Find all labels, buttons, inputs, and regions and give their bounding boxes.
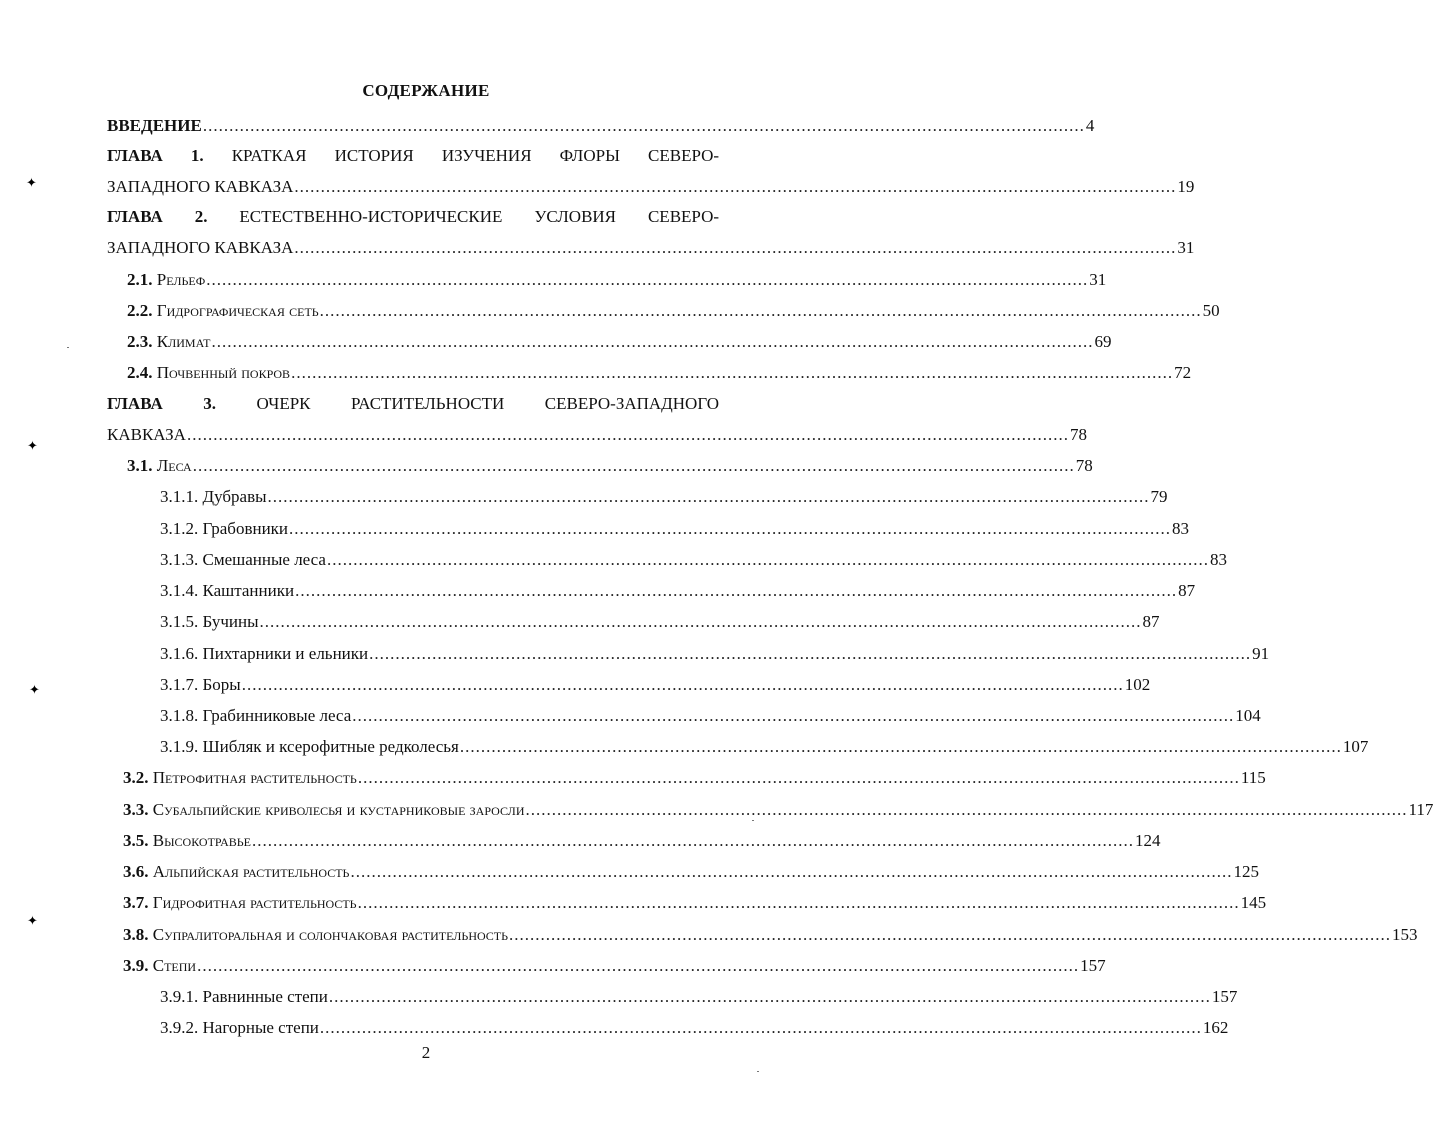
heading-word: ГЛАВА xyxy=(107,394,163,413)
toc-page: 157 xyxy=(1080,956,1106,975)
section-number: 3.2. xyxy=(123,768,149,787)
toc-entry-3-1-3[interactable] xyxy=(160,548,1227,572)
toc-entry-3-9-1[interactable] xyxy=(160,985,1238,1009)
toc-page: 31 xyxy=(1177,238,1195,257)
toc-page: 19 xyxy=(1177,177,1195,196)
section-number: 3.7. xyxy=(123,893,149,912)
toc-entry-3-2[interactable] xyxy=(123,766,1266,790)
leader-dots: ........................................................................................................................................................................ xyxy=(241,675,1124,694)
toc-entry-3-1-1[interactable] xyxy=(160,485,1168,509)
heading-word: СЕВЕРО- xyxy=(647,207,720,226)
heading-word: УСЛОВИЯ xyxy=(534,207,617,226)
toc-label: Леса xyxy=(156,456,192,475)
heading-word: СЕВЕРО- xyxy=(648,146,720,165)
toc-label: ВВЕДЕНИЕ xyxy=(107,116,202,135)
toc-page: 79 xyxy=(1150,487,1168,506)
toc-label: КАВКАЗА xyxy=(107,425,186,444)
toc-label: Петрофитная растительность xyxy=(152,768,357,787)
toc-entry-chapter-1[interactable] xyxy=(107,175,1195,199)
chapter-3-heading[interactable] xyxy=(107,392,719,416)
heading-word: 2. xyxy=(194,207,208,226)
toc-entry-3-7[interactable] xyxy=(123,891,1267,915)
section-number: 2.2. xyxy=(127,301,153,320)
toc-page: 153 xyxy=(1392,925,1418,944)
leader-dots: ........................................................................................................................................................................ xyxy=(294,177,1177,196)
toc-label: Альпийская растительность xyxy=(152,862,350,881)
scan-speck xyxy=(757,1071,759,1072)
toc-entry-3-1-5[interactable] xyxy=(160,610,1160,634)
leader-dots: ........................................................................................................................................................................ xyxy=(525,800,1408,819)
leader-dots: ........................................................................................................................................................................ xyxy=(289,519,1172,538)
toc-entry-3-1-8[interactable] xyxy=(160,704,1261,728)
heading-word: ИЗУЧЕНИЯ xyxy=(441,146,532,165)
toc-page: 117 xyxy=(1408,800,1433,819)
toc-entry-chapter-2[interactable] xyxy=(107,236,1195,260)
chapter-2-heading[interactable] xyxy=(107,205,719,229)
toc-page: 50 xyxy=(1202,301,1220,320)
toc-label: 3.1.8. Грабинниковые леса xyxy=(160,706,352,725)
section-number: 3.3. xyxy=(123,800,149,819)
toc-page: 87 xyxy=(1178,581,1196,600)
toc-page: 124 xyxy=(1134,831,1161,850)
toc-label: Супралиторальная и солончаковая растительность xyxy=(152,925,509,944)
toc-page: 104 xyxy=(1235,706,1261,725)
toc-label: 3.1.6. Пихтарники и ельники xyxy=(160,644,369,663)
toc-page: 83 xyxy=(1209,550,1227,569)
toc-page: 145 xyxy=(1240,893,1267,912)
toc-label: 3.9.1. Равнинные степи xyxy=(160,987,328,1006)
leader-dots: ........................................................................................................................................................................ xyxy=(357,768,1240,787)
toc-label: Степи xyxy=(152,956,197,975)
margin-mark-icon: ✦ xyxy=(27,438,38,453)
toc-label: ЗАПАДНОГО КАВКАЗА xyxy=(107,177,294,196)
leader-dots: ........................................................................................................................................................................ xyxy=(350,862,1233,881)
heading-word: РАСТИТЕЛЬНОСТИ xyxy=(351,394,505,413)
toc-label: ЗАПАДНОГО КАВКАЗА xyxy=(107,238,294,257)
section-number: 3.5. xyxy=(123,831,149,850)
scan-speck xyxy=(67,347,69,348)
toc-entry-3-5[interactable] xyxy=(123,829,1161,853)
margin-mark-icon: ✦ xyxy=(29,682,40,697)
toc-page: 162 xyxy=(1202,1018,1229,1037)
toc-entry-3-9-2[interactable] xyxy=(160,1016,1229,1040)
leader-dots: ........................................................................................................................................................................ xyxy=(294,238,1177,257)
toc-entry-3-1-6[interactable] xyxy=(160,642,1270,666)
heading-word: ИСТОРИЯ xyxy=(334,146,414,165)
leader-dots: ........................................................................................................................................................................ xyxy=(357,893,1240,912)
scan-speck xyxy=(752,820,754,821)
leader-dots: ........................................................................................................................................................................ xyxy=(328,987,1211,1006)
toc-page: 4 xyxy=(1085,116,1095,135)
leader-dots: ........................................................................................................................................................................ xyxy=(352,706,1235,725)
toc-page: 91 xyxy=(1252,644,1270,663)
leader-dots: ........................................................................................................................................................................ xyxy=(186,425,1069,444)
toc-label: Рельеф xyxy=(156,270,206,289)
heading-word: 1. xyxy=(190,146,204,165)
leader-dots: ........................................................................................................................................................................ xyxy=(295,581,1178,600)
toc-entry-3-9[interactable] xyxy=(123,954,1106,978)
page-title: СОДЕРЖАНИЕ xyxy=(362,81,490,100)
leader-dots: ........................................................................................................................................................................ xyxy=(192,456,1075,475)
section-number: 2.1. xyxy=(127,270,153,289)
margin-mark-icon: ✦ xyxy=(26,175,37,190)
leader-dots: ........................................................................................................................................................................ xyxy=(267,487,1150,506)
section-number: 2.4. xyxy=(127,363,153,382)
toc-page: 78 xyxy=(1069,425,1087,444)
toc-entry-3-6[interactable] xyxy=(123,860,1259,884)
toc-entry-2-3[interactable] xyxy=(127,330,1112,354)
heading-word: КРАТКАЯ xyxy=(231,146,307,165)
toc-label: 3.1.1. Дубравы xyxy=(160,487,267,506)
toc-entry-3-1-7[interactable] xyxy=(160,673,1151,697)
toc-entry-3-1-4[interactable] xyxy=(160,579,1196,603)
leader-dots: ........................................................................................................................................................................ xyxy=(206,270,1089,289)
section-number: 2.3. xyxy=(127,332,153,351)
heading-word: ЕСТЕСТВЕННО-ИСТОРИЧЕСКИЕ xyxy=(239,207,503,226)
heading-word: ГЛАВА xyxy=(107,207,163,226)
toc-entry-3-1-9[interactable] xyxy=(160,735,1369,759)
heading-word: ОЧЕРК xyxy=(256,394,311,413)
toc-page: 78 xyxy=(1075,456,1093,475)
heading-word: СЕВЕРО-ЗАПАДНОГО xyxy=(544,394,720,413)
toc-label: Гидрофитная растительность xyxy=(152,893,357,912)
heading-word: ГЛАВА xyxy=(107,146,163,165)
toc-page: 83 xyxy=(1172,519,1190,538)
toc-page: 69 xyxy=(1094,332,1112,351)
toc-label: Высокотравье xyxy=(152,831,251,850)
toc-label: 3.1.5. Бучины xyxy=(160,612,259,631)
leader-dots: ........................................................................................................................................................................ xyxy=(509,925,1392,944)
section-number: 3.1. xyxy=(127,456,153,475)
leader-dots: ........................................................................................................................................................................ xyxy=(459,737,1342,756)
toc-entry-3-3[interactable] xyxy=(123,798,1433,822)
leader-dots: ........................................................................................................................................................................ xyxy=(319,1018,1202,1037)
toc-page: 157 xyxy=(1211,987,1238,1006)
toc-entry-3-1[interactable] xyxy=(127,454,1093,478)
leader-dots: ........................................................................................................................................................................ xyxy=(326,550,1209,569)
toc-label: 3.1.9. Шибляк и ксерофитные редколесья xyxy=(160,737,459,756)
toc-label: Гидрографическая сеть xyxy=(156,301,319,320)
section-number: 3.6. xyxy=(123,862,149,881)
heading-word: 3. xyxy=(203,394,216,413)
leader-dots: ........................................................................................................................................................................ xyxy=(319,301,1202,320)
toc-page: 115 xyxy=(1240,768,1266,787)
toc-label: Почвенный покров xyxy=(156,363,291,382)
page-number: 2 xyxy=(421,1043,431,1062)
toc-page: 87 xyxy=(1142,612,1160,631)
chapter-1-heading[interactable] xyxy=(107,144,719,168)
toc-entry-3-1-2[interactable] xyxy=(160,517,1190,541)
leader-dots: ........................................................................................................................................................................ xyxy=(291,363,1174,382)
toc-page: 31 xyxy=(1089,270,1107,289)
toc-label: 3.1.7. Боры xyxy=(160,675,241,694)
toc-entry-2-2[interactable] xyxy=(127,299,1220,323)
leader-dots: ........................................................................................................................................................................ xyxy=(211,332,1094,351)
toc-page: 102 xyxy=(1124,675,1151,694)
leader-dots: ........................................................................................................................................................................ xyxy=(202,116,1085,135)
margin-mark-icon: ✦ xyxy=(27,913,38,928)
toc-label: 3.1.3. Смешанные леса xyxy=(160,550,326,569)
toc-label: 3.1.4. Каштанники xyxy=(160,581,295,600)
toc-label: Климат xyxy=(156,332,211,351)
toc-page: 107 xyxy=(1342,737,1369,756)
toc-label: 3.9.2. Нагорные степи xyxy=(160,1018,319,1037)
toc-entry-3-8[interactable] xyxy=(123,923,1418,947)
leader-dots: ........................................................................................................................................................................ xyxy=(369,644,1252,663)
toc-page: 72 xyxy=(1174,363,1192,382)
leader-dots: ........................................................................................................................................................................ xyxy=(197,956,1080,975)
toc-label: 3.1.2. Грабовники xyxy=(160,519,289,538)
toc-entry-2-4[interactable] xyxy=(127,361,1192,385)
section-number: 3.9. xyxy=(123,956,149,975)
heading-word: ФЛОРЫ xyxy=(559,146,620,165)
toc-entry-intro[interactable] xyxy=(107,114,1095,138)
toc-entry-2-1[interactable] xyxy=(127,268,1107,292)
toc-page: 125 xyxy=(1233,862,1259,881)
toc-label: Субальпийские криволесья и кустарниковые заросли xyxy=(152,800,525,819)
leader-dots: ........................................................................................................................................................................ xyxy=(251,831,1134,850)
section-number: 3.8. xyxy=(123,925,149,944)
toc-entry-chapter-3[interactable] xyxy=(107,423,1087,447)
leader-dots: ........................................................................................................................................................................ xyxy=(259,612,1142,631)
